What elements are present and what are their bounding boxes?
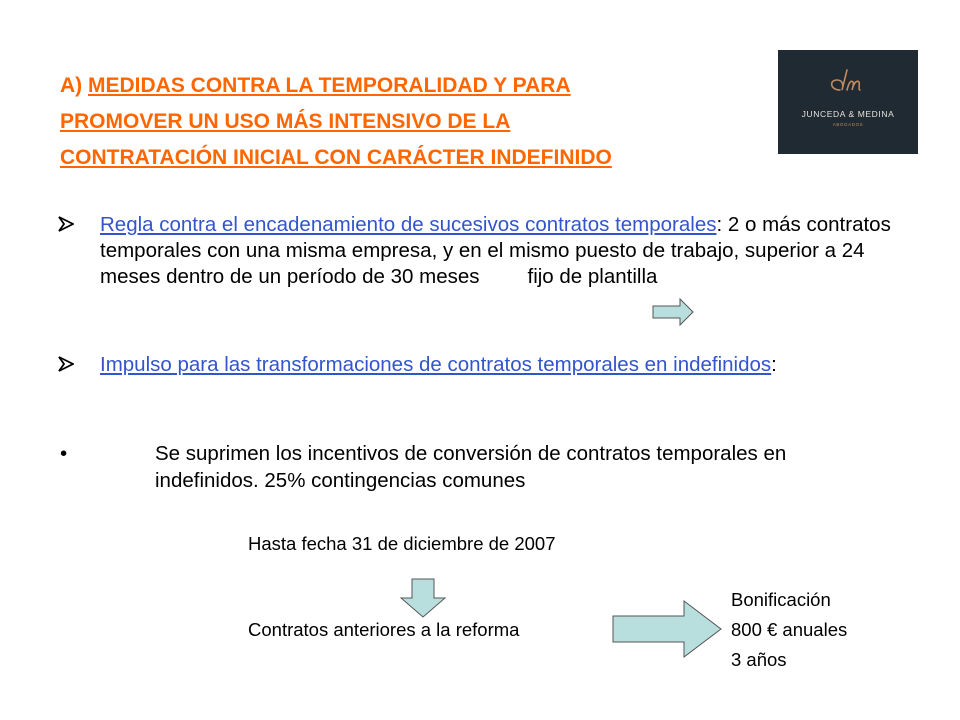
bullet-rule-chaining [58, 212, 918, 290]
right-arrow-icon [652, 297, 694, 327]
bonus-label: Bonificación [731, 589, 831, 610]
company-logo [778, 50, 918, 154]
bonus-duration: 3 años [731, 649, 787, 670]
dot-bullet-icon: • [60, 442, 68, 465]
bullet-transformations-text [100, 352, 800, 378]
transformations-suffix: : [771, 353, 777, 376]
deadline-text: Hasta fecha 31 de diciembre de 2007 [248, 533, 556, 554]
title-line-1: MEDIDAS CONTRA LA TEMPORALIDAD Y PARA [88, 74, 571, 97]
rule-chaining-result: fijo de plantilla [527, 265, 658, 288]
logo-subtitle: ABOGADOS [832, 122, 864, 127]
rule-chaining-body: : 2 o más contratos temporales con una misma empresa, y en el mismo puesto de trabajo, superior a 24 meses dentro de un período de 30 meses [100, 213, 891, 288]
arrowhead-bullet-icon [58, 216, 74, 232]
logo-monogram-icon [778, 50, 918, 154]
right-arrow-large-icon [612, 600, 722, 658]
rule-chaining-link[interactable]: Regla contra el encadenamiento de sucesivos contratos temporales [100, 213, 717, 236]
logo-name: JUNCEDA & MEDINA [801, 109, 895, 119]
arrowhead-bullet-icon [58, 356, 74, 372]
bonus-amount: 800 € anuales [731, 619, 848, 640]
title-line-2: PROMOVER UN USO MÁS INTENSIVO DE LA [60, 110, 511, 133]
title-line-3: CONTRATACIÓN INICIAL CON CARÁCTER INDEFINIDO [60, 146, 612, 169]
transformations-link[interactable]: Impulso para las transformaciones de contratos temporales en indefinidos [100, 353, 772, 376]
down-arrow-icon [400, 578, 446, 618]
page-title [60, 68, 760, 176]
contracts-label: Contratos anteriores a la reforma [248, 619, 520, 640]
bullet-rule-text [100, 212, 918, 290]
incentives-paragraph: Se suprimen los incentivos de conversión de contratos temporales en indefinidos. 25% contingencias comunes [155, 442, 787, 492]
title-prefix: A) [60, 74, 88, 97]
bullet-transformations [58, 352, 918, 378]
